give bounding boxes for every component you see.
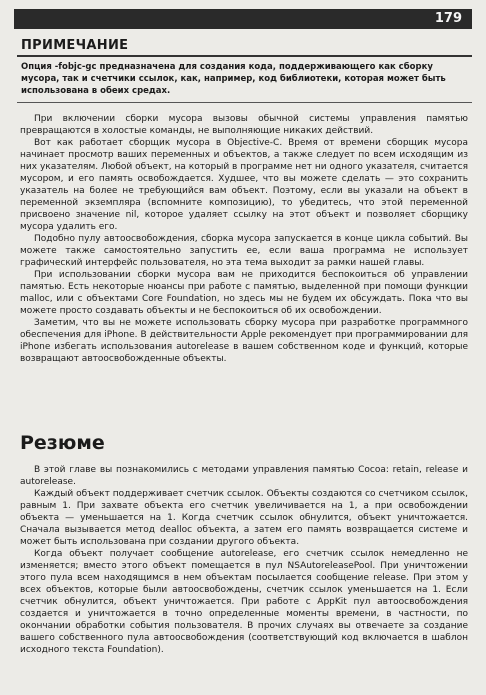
note-box <box>17 38 472 103</box>
page-number: 179 <box>434 11 462 26</box>
summary-paragraph: Когда объект получает сообщение autorelease, его счетчик ссылок немедленно не изменяется; вместо этого объект помещается в пул NSAutoreleasePool. При уничтожении этого пула всем находящимся в нем объектам посылается сообщение release. При этом у всех объектов, которые были автоосвобождены, счетчик ссылок уменьшается на 1. Если счетчик обнулится, объект уничтожается. При работе с AppKit пул автоосвобождения создается и уничтожается в точно определенные моменты времени, в частности, по окончании обработки события пользователя. В прочих случаях вы отвечаете за создание вашего собственного пула автоосвобождения (соответствующий код включается в шаблон исходного текста Foundation). <box>20 549 468 655</box>
body-paragraph: Подобно пулу автоосвобождения, сборка мусора запускается в конце цикла событий. Вы можете также самостоятельно запустить ее, если ваша программа не использует графический интерфейс пользователя, но эта тема выходит за рамки нашей главы. <box>20 234 468 268</box>
note-text: Опция -fobjc-gc предназначена для создания кода, поддерживающего как сборку мусора, так и счетчики ссылок, как, например, код библиотеки, которая может быть использована в обеих средах. <box>21 62 446 96</box>
body-paragraph: Вот как работает сборщик мусора в Objective-C. Время от времени сборщик мусора начинает просмотр ваших переменных и объектов, а также следует по всем исходящим из них указателям. Любой объект, на который в программе нет ни одного указателя, считается мусором, и его память освобождается. Худшее, что вы можете сделать — это сохранить указатель на более не требующийся вам объект. Поэтому, если вы указали на объект в переменной экземпляра (вспомните композицию), то убедитесь, что этой переменной присвоено значение nil, которое удаляет ссылку на этот объект и позволяет сборщику мусора удалить его. <box>20 138 468 232</box>
body-paragraph: При использовании сборки мусора вам не приходится беспокоиться об управлении памятью. Есть некоторые нюансы при работе с памятью, выделенной при помощи функции malloc, или с объектами Core Foundation, но здесь мы не будем их обсуждать. Пока что вы можете просто создавать объекты и не беспокоиться об их освобождении. <box>20 270 468 316</box>
body-paragraph: При включении сборки мусора вызовы обычной системы управления памятью превращаются в холостые команды, не выполняющие никаких действий. <box>20 114 468 136</box>
page-header-bar <box>14 9 472 29</box>
note-divider <box>17 55 472 57</box>
body-text <box>20 113 468 365</box>
note-title: ПРИМЕЧАНИЕ <box>21 38 129 53</box>
note-bottom-divider <box>17 102 472 103</box>
body-paragraph: Заметим, что вы не можете использовать сборку мусора при разработке программного обеспечения для iPhone. В действительности Apple рекомендует при программировании для iPhone избегать использования autorelease в вашем собственном коде и функций, которые возвращают автоосвобожденные объекты. <box>20 318 468 364</box>
summary-paragraph: В этой главе вы познакомились с методами управления памятью Cocoa: retain, release и autorelease. <box>20 465 468 487</box>
summary-paragraph: Каждый объект поддерживает счетчик ссылок. Объекты создаются со счетчиком ссылок, равным 1. При захвате объекта его счетчик увеличивается на 1, а при освобождении объекта — уменьшается на 1. Когда счетчик ссылок обнулится, объект уничтожается. Сначала вызывается метод dealloc объекта, а затем его память возвращается системе и может быть использована при создании другого объекта. <box>20 489 468 547</box>
summary-heading: Резюме <box>20 432 105 454</box>
summary-section <box>20 418 468 656</box>
